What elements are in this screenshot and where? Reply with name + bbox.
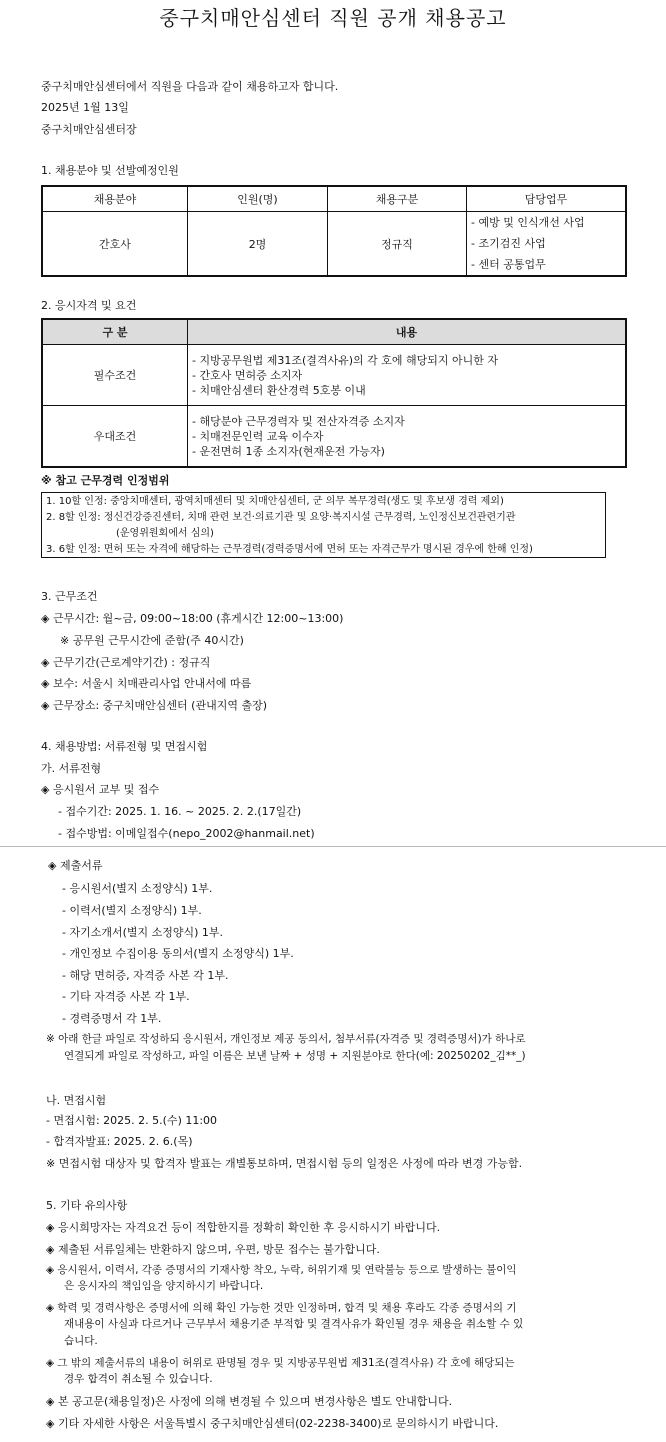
file-note-line-2: 연결되게 파일로 작성하고, 파일 이름은 보낸 날짜 + 성명 + 지원분야로 한다(예: 20250202_김**_) xyxy=(64,1050,526,1062)
receipt-method: - 접수방법: 이메일접수(nepo_2002@hanmail.net) xyxy=(58,827,315,840)
notice-item-cont: 은 응시자의 책임임을 양지하시기 바랍니다. xyxy=(64,1280,264,1292)
notice-item: ◈ 응시희망자는 자격요건 등이 적합한지를 정확히 확인한 후 응시하시기 바랍니다. xyxy=(46,1221,441,1234)
notice-item-cont: 습니다. xyxy=(64,1335,98,1347)
ref-line-2b: (운영위원회에서 심의) xyxy=(116,528,214,539)
duty-item: - 예방 및 인식개선 사업 xyxy=(471,216,585,229)
list-item: - 치매안심센터 환산경력 5호봉 이내 xyxy=(192,383,366,397)
career-reference-heading: ※ 참고 근무경력 인정범위 xyxy=(41,474,170,487)
section-3-heading: 3. 근무조건 xyxy=(41,590,98,603)
page-title: 중구치매안심센터 직원 공개 채용공고 xyxy=(159,6,507,30)
document-item: - 이력서(별지 소정양식) 1부. xyxy=(62,904,202,917)
list-item: - 지방공무원법 제31조(결격사유)의 각 호에 해당되지 아니한 자 xyxy=(192,353,499,367)
document-item: - 응시원서(별지 소정양식) 1부. xyxy=(62,882,213,895)
work-hours: ◈ 근무시간: 월~금, 09:00~18:00 (휴게시간 12:00~13:00) xyxy=(41,612,344,625)
announcement-date: 2025년 1월 13일 xyxy=(41,101,129,114)
document-item: - 경력증명서 각 1부. xyxy=(62,1012,162,1025)
ref-line-3: 3. 6할 인정: 면허 또는 자격에 해당하는 근무경력(경력증명서에 면허 또는 자격근무가 명시된 경우에 한해 인정) xyxy=(46,544,533,555)
file-note-line-1: ※ 아래 한글 파일로 작성하되 응시원서, 개인정보 제공 동의서, 첨부서류(자격증 및 경력증명서)가 하나로 xyxy=(46,1033,526,1045)
cell-duties xyxy=(467,212,627,277)
list-item: - 해당분야 근무경력자 및 전산자격증 소지자 xyxy=(192,414,405,428)
notice-item-cont: 재내용이 사실과 다르거나 근무부서 채용기준 부적합 및 결격사유가 확인될 경우 채용을 취소할 수 있 xyxy=(64,1318,524,1330)
interview-date: - 면접시험: 2025. 2. 5.(수) 11:00 xyxy=(46,1114,218,1127)
col-header-count: 인원(명) xyxy=(188,186,328,212)
required-label: 필수조건 xyxy=(42,345,188,406)
col-header-field: 채용분야 xyxy=(42,186,188,212)
list-item: - 치매전문인력 교육 이수자 xyxy=(192,429,324,443)
pay: ◈ 보수: 서울시 치매관리사업 안내서에 따름 xyxy=(41,677,252,690)
ref-line-1: 1. 10할 인정: 중앙치매센터, 광역치매센터 및 치매안심센터, 군 의무 복무경력(생도 및 후보생 경력 제외) xyxy=(46,496,504,507)
interview-note: ※ 면접시험 대상자 및 합격자 발표는 개별통보하며, 면접시험 등의 일정은 사정에 따라 변경 가능함. xyxy=(46,1157,523,1170)
section-2-heading: 2. 응시자격 및 요건 xyxy=(41,299,137,312)
duty-item: - 센터 공통업무 xyxy=(471,258,546,271)
notice-item-cont: 경우 합격이 취소될 수 있습니다. xyxy=(64,1373,213,1385)
work-hours-note: ※ 공무원 근무시간에 준함(주 40시간) xyxy=(60,634,244,647)
issuer: 중구치매안심센터장 xyxy=(41,123,137,136)
recruitment-table xyxy=(41,185,627,277)
col-header-category: 구 분 xyxy=(42,319,188,345)
intro-text: 중구치매안심센터에서 직원을 다음과 같이 채용하고자 합니다. xyxy=(41,80,339,93)
section-5-heading: 5. 기타 유의사항 xyxy=(46,1199,128,1212)
notice-item: ◈ 기타 자세한 사항은 서울특별시 중구치매안심센터(02-2238-3400)로 문의하시기 바랍니다. xyxy=(46,1417,499,1430)
required-items xyxy=(188,345,627,406)
col-header-content: 내용 xyxy=(188,319,627,345)
ref-line-2: 2. 8할 인정: 정신건강증진센터, 치매 관련 보건·의료기관 및 요양·복지시설 근무경력, 노인정신보건관련기관 xyxy=(46,512,516,523)
notice-item: ◈ 응시원서, 이력서, 각종 증명서의 기재사항 착오, 누락, 허위기재 및 연락불능 등으로 발생하는 불이익 xyxy=(46,1264,517,1276)
list-item: - 운전면허 1종 소지자(현재운전 가능자) xyxy=(192,444,385,458)
required-documents-heading: ◈ 제출서류 xyxy=(48,859,103,872)
notice-item: ◈ 제출된 서류일체는 반환하지 않으며, 우편, 방문 접수는 불가합니다. xyxy=(46,1243,380,1256)
notice-item: ◈ 그 밖의 제출서류의 내용이 허위로 판명될 경우 및 지방공무원법 제31조(결격사유) 각 호에 해당되는 xyxy=(46,1357,515,1369)
notice-item: ◈ 학력 및 경력사항은 증명서에 의해 확인 가능한 것만 인정하며, 합격 및 채용 후라도 각종 증명서의 기 xyxy=(46,1302,517,1314)
work-place: ◈ 근무장소: 중구치매안심센터 (관내지역 출장) xyxy=(41,699,268,712)
document-item: - 해당 면허증, 자격증 사본 각 1부. xyxy=(62,969,229,982)
result-announcement: - 합격자발표: 2025. 2. 6.(목) xyxy=(46,1135,193,1148)
interview-heading: 나. 면접시험 xyxy=(46,1094,107,1107)
notice-item: ◈ 본 공고문(채용일정)은 사정에 의해 변경될 수 있으며 변경사항은 별도 안내합니다. xyxy=(46,1395,453,1408)
duty-item: - 조기검진 사업 xyxy=(471,237,546,250)
qualification-table xyxy=(41,318,627,468)
cell-count: 2명 xyxy=(188,212,328,277)
receipt-period: - 접수기간: 2025. 1. 16. ~ 2025. 2. 2.(17일간) xyxy=(58,805,302,818)
section-1-heading: 1. 채용분야 및 선발예정인원 xyxy=(41,164,179,177)
document-item: - 자기소개서(별지 소정양식) 1부. xyxy=(62,926,224,939)
list-item: - 간호사 면허증 소지자 xyxy=(192,368,303,382)
preferred-items xyxy=(188,406,627,468)
application-receipt: ◈ 응시원서 교부 및 접수 xyxy=(41,783,160,796)
work-period: ◈ 근무기간(근로계약기간) : 정규직 xyxy=(41,656,211,669)
cell-type: 정규직 xyxy=(328,212,467,277)
section-4-heading: 4. 채용방법: 서류전형 및 면접시험 xyxy=(41,740,208,753)
career-reference-box xyxy=(41,492,606,558)
document-item: - 개인정보 수집이용 동의서(별지 소정양식) 1부. xyxy=(62,947,294,960)
col-header-duty: 담당업무 xyxy=(467,186,627,212)
preferred-label: 우대조건 xyxy=(42,406,188,468)
page-divider xyxy=(0,846,666,847)
cell-field: 간호사 xyxy=(42,212,188,277)
document-screening-heading: 가. 서류전형 xyxy=(41,762,102,775)
col-header-type: 채용구분 xyxy=(328,186,467,212)
document-item: - 기타 자격증 사본 각 1부. xyxy=(62,990,190,1003)
